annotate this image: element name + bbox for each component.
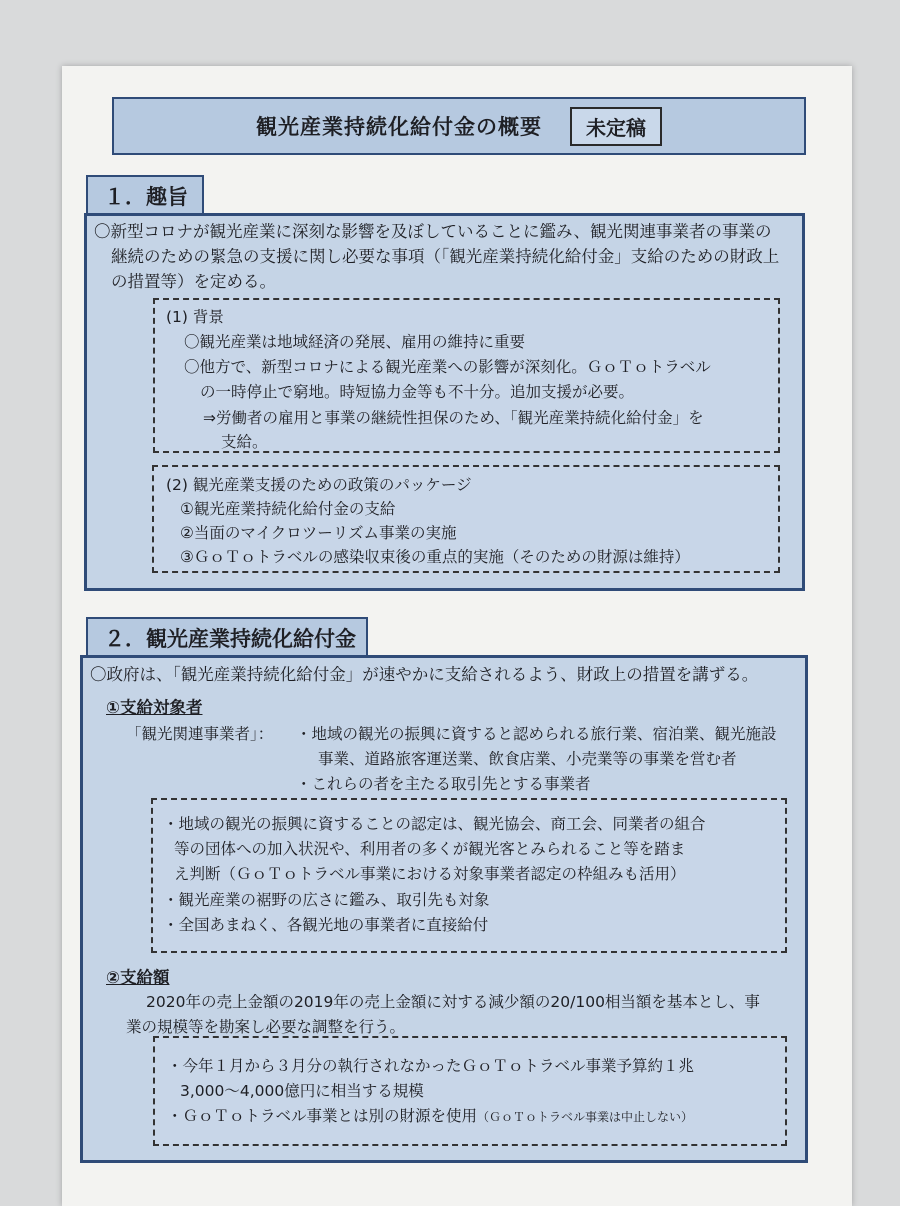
amount-label: ②支給額: [106, 968, 170, 987]
amount-note: ・ＧｏＴｏトラベル事業とは別の財源を使用: [167, 1107, 478, 1125]
section1-intro-line: 継続のための緊急の支援に関し必要な事項（「観光産業持続化給付金」支給のための財政上: [111, 247, 780, 266]
amount-note-paren: （ＧｏＴｏトラベル事業は中止しない）: [477, 1110, 694, 1124]
target-note: ・地域の観光の振興に資することの認定は、観光協会、商工会、同業者の組合: [163, 815, 706, 833]
amount-note: ・今年１月から３月分の執行されなかったＧｏＴｏトラベル事業予算約１兆: [167, 1057, 695, 1075]
target-note: ・全国あまねく、各観光地の事業者に直接給付: [163, 916, 489, 934]
section2-intro: 〇政府は、「観光産業持続化給付金」が速やかに支給されるよう、財政上の措置を講ずる。: [90, 665, 759, 684]
package-line: ③ＧｏＴｏトラベルの感染収束後の重点的実施（そのための財源は維持）: [180, 548, 690, 566]
target-line: ・これらの者を主たる取引先とする事業者: [296, 775, 591, 793]
amount-note-row: [167, 1104, 693, 1129]
target-label: ①支給対象者: [106, 698, 203, 717]
target-line: ・地域の観光の振興に資すると認められる旅行業、宿泊業、観光施設: [296, 725, 777, 743]
document-title: 観光産業持続化給付金の概要: [256, 115, 542, 139]
background-line: 〇観光産業は地域経済の発展、雇用の維持に重要: [184, 333, 526, 351]
background-label: (1) 背景: [166, 308, 224, 326]
section1-heading: １．趣旨: [86, 175, 204, 215]
background-line: 支給。: [221, 433, 268, 451]
target-note: 等の団体への加入状況や、利用者の多くが観光客とみられること等を踏ま: [174, 840, 686, 858]
amount-line: 2020年の売上金額の2019年の売上金額に対する減少額の20/100相当額を基本とし、事: [146, 993, 760, 1011]
target-line: 事業、道路旅客運送業、飲食店業、小売業等の事業を営む者: [318, 750, 737, 768]
amount-note: 3,000～4,000億円に相当する規模: [180, 1082, 424, 1100]
background-line: 〇他方で、新型コロナによる観光産業への影響が深刻化。ＧｏＴｏトラベル: [184, 358, 711, 376]
target-term: 「観光関連事業者」：: [126, 725, 274, 743]
target-note: え判断（ＧｏＴｏトラベル事業における対象事業者認定の枠組みも活用）: [174, 865, 686, 883]
amount-line: 業の規模等を勘案し必要な調整を行う。: [126, 1018, 406, 1036]
draft-label: 未定稿: [570, 107, 662, 146]
title-bar: [112, 97, 806, 155]
package-line: ①観光産業持続化給付金の支給: [180, 500, 396, 518]
background-line: の一時停止で窮地。時短協力金等も不十分。追加支援が必要。: [200, 383, 635, 401]
package-label: (2) 観光産業支援のための政策のパッケージ: [166, 476, 472, 494]
target-note: ・観光産業の裾野の広さに鑑み、取引先も対象: [163, 891, 490, 909]
section1-intro-line: 〇新型コロナが観光産業に深刻な影響を及ぼしていることに鑑み、観光関連事業者の事業の: [94, 222, 772, 241]
section2-heading: ２．観光産業持続化給付金: [86, 617, 368, 657]
section1-intro-line: の措置等）を定める。: [111, 272, 276, 291]
package-line: ②当面のマイクロツーリズム事業の実施: [180, 524, 457, 542]
background-line: ⇒労働者の雇用と事業の継続性担保のため、「観光産業持続化給付金」を: [203, 409, 704, 427]
